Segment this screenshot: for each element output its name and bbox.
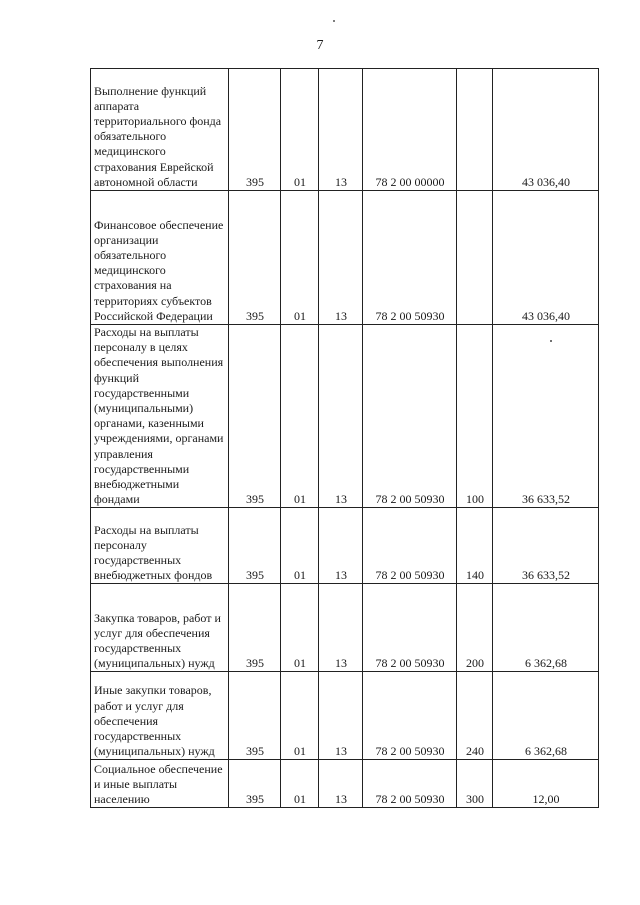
table-row (91, 69, 599, 191)
subsection-code-cell: 13 (319, 672, 363, 760)
ministry-code-cell: 395 (229, 672, 281, 760)
subsection-code-cell: 13 (319, 584, 363, 672)
section-code-cell: 01 (281, 325, 319, 508)
subsection-code-cell: 13 (319, 760, 363, 808)
table-row (91, 584, 599, 672)
budget-table (90, 68, 599, 808)
table-row (91, 760, 599, 808)
expense-type-code-cell (457, 191, 493, 325)
ministry-code-cell: 395 (229, 69, 281, 191)
expense-name-cell: Социальное обеспечение и иные выплаты населению (91, 760, 229, 808)
table-row (91, 191, 599, 325)
table-row (91, 325, 599, 508)
expense-type-code-cell: 300 (457, 760, 493, 808)
expense-name-cell: Закупка товаров, работ и услуг для обеспечения государственных (муниципальных) нужд (91, 584, 229, 672)
target-article-code-cell: 78 2 00 50930 (363, 760, 457, 808)
target-article-code-cell: 78 2 00 50930 (363, 191, 457, 325)
amount-cell: 36 633,52 (493, 508, 599, 584)
expense-type-code-cell (457, 69, 493, 191)
expense-name-cell: Выполнение функций аппарата территориального фонда обязательного медицинского страхования Еврейской автономной области (91, 69, 229, 191)
ministry-code-cell: 395 (229, 584, 281, 672)
scan-speck (333, 20, 335, 22)
amount-cell: 43 036,40 (493, 69, 599, 191)
amount-cell: 12,00 (493, 760, 599, 808)
subsection-code-cell: 13 (319, 191, 363, 325)
section-code-cell: 01 (281, 191, 319, 325)
page-number: 7 (316, 38, 324, 53)
subsection-code-cell: 13 (319, 69, 363, 191)
expense-name-cell: Расходы на выплаты персоналу государственных внебюджетных фондов (91, 508, 229, 584)
subsection-code-cell: 13 (319, 325, 363, 508)
amount-cell: 36 633,52 (493, 325, 599, 508)
target-article-code-cell: 78 2 00 50930 (363, 325, 457, 508)
ministry-code-cell: 395 (229, 325, 281, 508)
amount-cell: 6 362,68 (493, 584, 599, 672)
section-code-cell: 01 (281, 508, 319, 584)
expense-name-cell: Финансовое обеспечение организации обязательного медицинского страхования на территориях субъектов Российской Федерации (91, 191, 229, 325)
expense-type-code-cell: 100 (457, 325, 493, 508)
section-code-cell: 01 (281, 69, 319, 191)
expense-type-code-cell: 140 (457, 508, 493, 584)
amount-cell: 6 362,68 (493, 672, 599, 760)
expense-type-code-cell: 240 (457, 672, 493, 760)
target-article-code-cell: 78 2 00 50930 (363, 508, 457, 584)
section-code-cell: 01 (281, 584, 319, 672)
table-row (91, 508, 599, 584)
target-article-code-cell: 78 2 00 50930 (363, 672, 457, 760)
target-article-code-cell: 78 2 00 50930 (363, 584, 457, 672)
target-article-code-cell: 78 2 00 00000 (363, 69, 457, 191)
table-row (91, 672, 599, 760)
section-code-cell: 01 (281, 760, 319, 808)
expense-type-code-cell: 200 (457, 584, 493, 672)
subsection-code-cell: 13 (319, 508, 363, 584)
ministry-code-cell: 395 (229, 760, 281, 808)
expense-name-cell: Расходы на выплаты персоналу в целях обеспечения выполнения функций государственными (муниципальными) органами, казенными учреждениями, органами управления государственными внебюджетными фондами (91, 325, 229, 508)
section-code-cell: 01 (281, 672, 319, 760)
ministry-code-cell: 395 (229, 191, 281, 325)
amount-cell: 43 036,40 (493, 191, 599, 325)
ministry-code-cell: 395 (229, 508, 281, 584)
expense-name-cell: Иные закупки товаров, работ и услуг для обеспечения государственных (муниципальных) нужд (91, 672, 229, 760)
